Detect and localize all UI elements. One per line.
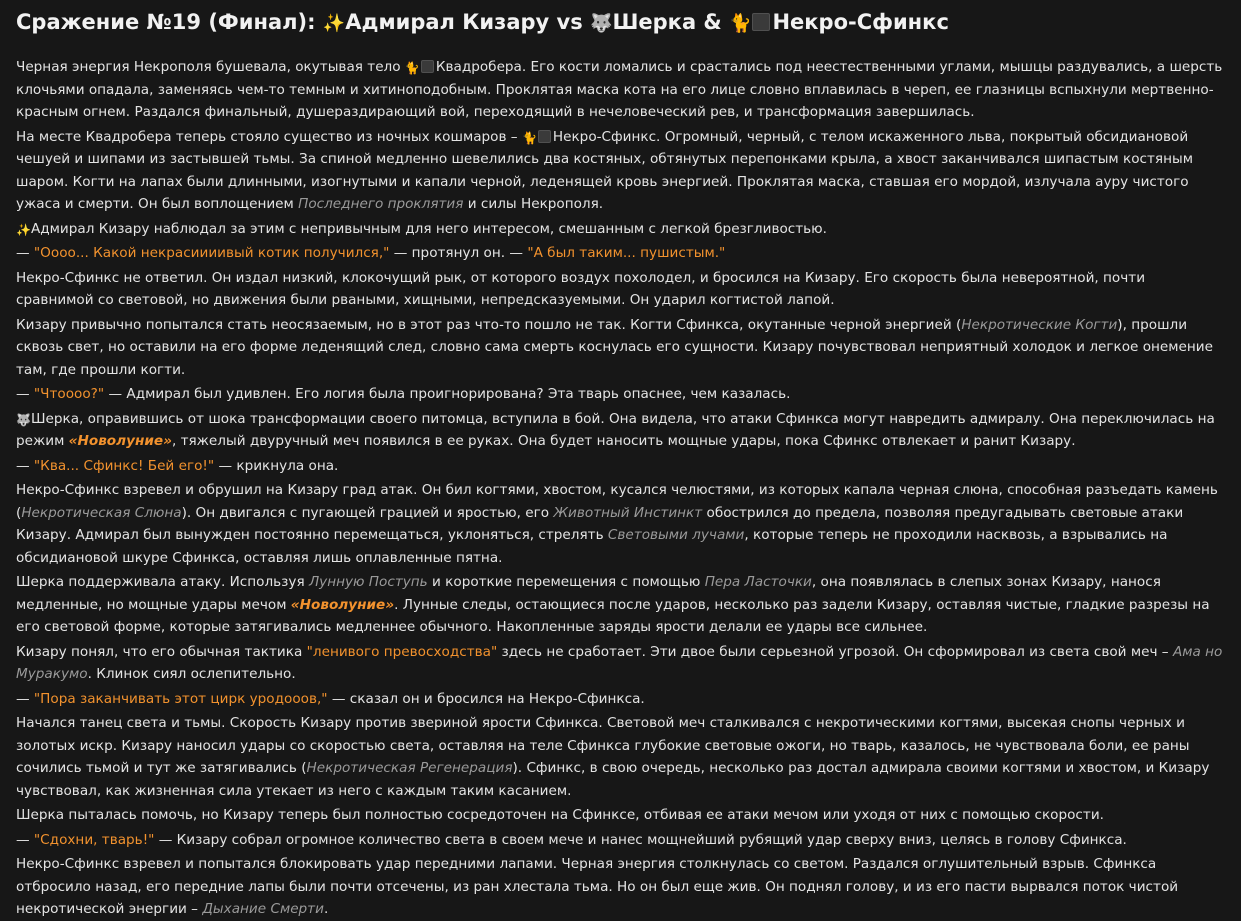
title-text: Шерка & xyxy=(612,10,730,34)
term: Последнего проклятия xyxy=(298,196,464,212)
paragraph-10: Некро-Сфинкс взревел и обрушил на Кизару град атак. Он бил когтями, хвостом, кусался челюстями, из которых капала черная слюна, способная разъедать камень (Некротическая Слюна). Он двигался с пугающей грацией и яростью, его Животный Инстинкт обострился до предела, позволяя предугадывать световые атаки Кизару. Адмирал был вынужден постоянно перемещаться, уклоняться, стрелять Световыми лучами, которые теперь не проходили насквозь, а взрывались на обсидиановой шкуре Сфинкса, оставляя лишь оплавленные пятна. xyxy=(16,482,1218,566)
dialogue-5: — "Сдохни, тварь!" — Кизару собрал огромное количество света в своем мече и нанес мощнейший рубящий удар сверху вниз, целясь в голову Сфинкса. xyxy=(16,831,1127,848)
quote: "Чтоооо?" xyxy=(33,386,105,402)
paragraph-6: Кизару привычно попытался стать неосязаемым, но в этот раз что-то пошло не так. Когти Сфинкса, окутанные черной энергией (Некротические Когти), прошли сквозь свет, но оставили на его форме леденящий след, словно сама смерть коснулась его сущности. Кизару почувствовал неприятный холодок и легкое онемение там, где прошли когти. xyxy=(16,316,1213,378)
wolf-icon: 🐺 xyxy=(590,13,613,34)
mode-name: «Новолуние» xyxy=(290,596,395,613)
term: Некротические Когти xyxy=(961,316,1118,333)
paragraph-15: Шерка пыталась помочь, но Кизару теперь был полностью сосредоточен на Сфинксе, отбивая ее атаки мечом или уходя от них с помощью скорости. xyxy=(16,807,1104,823)
title-text: Сражение №19 (Финал): xyxy=(16,10,323,34)
paragraph-11: Шерка поддерживала атаку. Используя Лунную Поступь и короткие перемещения с помощью Пера Ласточки, она появлялась в слепых зонах Кизару, нанося медленные, но мощные удары мечом «Новолуние». Лунные следы, остающиеся после ударов, несколько раз задели Кизару, оставляя чистые, гладкие разрезы на его световой форме, которые затягивались медленнее обычного. Накопленные заряды ярости делали ее удары все сильнее. xyxy=(16,574,1210,635)
sparkle-icon: ✨ xyxy=(16,222,31,237)
black-square-icon xyxy=(752,13,770,31)
page-title xyxy=(16,8,1225,36)
quote: "Сдохни, тварь!" xyxy=(33,831,155,848)
cat-icon: 🐈 xyxy=(729,13,752,34)
term: Некротическая Слюна xyxy=(21,504,182,521)
paragraph-1: Черная энергия Некрополя бушевала, окутывая тело 🐈 Квадробера. Его кости ломались и срастались под неестественными углами, мышцы раздувались, а шерсть клочьями опадала, заменяясь чем-то темным и хитиноподобным. Проклятая маска кота на его лице словно вплавилась в череп, ее глазницы вспыхнули мертвенно-красным огнем. Раздался финальный, душераздирающий вой, переходящий в нечеловеческий рев, и трансформация завершилась. xyxy=(16,59,1223,120)
title-text: Некро-Сфинкс xyxy=(772,10,949,34)
quote: "А был таким... пушистым." xyxy=(527,245,726,261)
title-text: Адмирал Кизару vs xyxy=(345,10,591,34)
term: Ама но Муракумо xyxy=(16,643,1223,682)
quote: "ленивого превосходства" xyxy=(306,643,498,660)
quote: "Пора заканчивать этот цирк уродооов," xyxy=(33,690,328,707)
dialogue-2: — "Чтоооо?" — Адмирал был удивлен. Его логия была проигнорирована? Эта тварь опаснее, чем казалась. xyxy=(16,386,791,402)
paragraph-5: Некро-Сфинкс не ответил. Он издал низкий, клокочущий рык, от которого воздух похолодел, и бросился на Кизару. Его скорость была невероятной, почти сравнимой со световой, но движения были рваными, хищными, непредсказуемыми. Он ударил когтистой лапой. xyxy=(16,269,1146,308)
paragraph-3: ✨Адмирал Кизару наблюдал за этим с непривычным для него интересом, смешанным с легкой брезгливостью. xyxy=(16,220,827,237)
mode-name: «Новолуние» xyxy=(68,433,172,449)
quote: "Ква... Сфинкс! Бей его!" xyxy=(33,457,215,474)
paragraph-8: 🐺Шерка, оправившись от шока трансформации своего питомца, вступила в бой. Она видела, что атаки Сфинкса могут навредить адмиралу. Она переключилась на режим «Новолуние», тяжелый двуручный меч появился в ее руках. Она будет наносить мощные удары, пока Сфинкс отвлекает и ранит Кизару. xyxy=(16,410,1215,449)
quote: "Оооо... Какой некрасиииивый котик получился," xyxy=(33,245,390,261)
term: Животный Инстинкт xyxy=(553,504,703,521)
wolf-icon: 🐺 xyxy=(16,412,31,427)
dialogue-4: — "Пора заканчивать этот цирк уродооов," — сказал он и бросился на Некро-Сфинкса. xyxy=(16,690,645,707)
term: Пера Ласточки xyxy=(704,574,812,590)
cat-icon: 🐈 xyxy=(404,61,420,75)
dialogue-1: — "Оооо... Какой некрасиииивый котик получился," — протянул он. — "А был таким... пушистым." xyxy=(16,245,726,261)
paragraph-14: Начался танец света и тьмы. Скорость Кизару против звериной ярости Сфинкса. Световой меч сталкивался с некротическими когтями, высекая снопы черных и золотых искр. Кизару наносил удары со скоростью света, оставляя на теле Сфинкса глубокие световые ожоги, но тварь, казалось, не чувствовала боли, ее раны сочились тьмой и тут же затягивались (Некротическая Регенерация). Сфинкс, в свою очередь, несколько раз достал адмирала своими когтями и хвостом, и Кизару чувствовал, как жизненная сила утекает из него с каждым таким касанием. xyxy=(16,715,1210,799)
term: Дыхание Смерти xyxy=(202,901,324,917)
term: Световыми лучами xyxy=(607,527,745,543)
paragraph-12: Кизару понял, что его обычная тактика "ленивого превосходства" здесь не сработает. Эти двое были серьезной угрозой. Он сформировал из света свой меч – Ама но Муракумо. Клинок сиял ослепительно. xyxy=(16,643,1223,682)
sparkle-icon: ✨ xyxy=(322,13,346,34)
black-square-icon xyxy=(421,60,434,73)
black-square-icon xyxy=(538,130,551,143)
paragraph-17: Некро-Сфинкс взревел и попытался блокировать удар передними лапами. Черная энергия столкнулась со светом. Раздался оглушительный взрыв. Сфинкса отбросило назад, его передние лапы были почти отсечены, из ран хлестала тьма. Но он был еще жив. Он поднял голову, и из его пасти вырвался поток чистой некротической энергии – Дыхание Смерти. xyxy=(16,856,1179,917)
term: Лунную Поступь xyxy=(308,574,428,590)
paragraph-2: На месте Квадробера теперь стояло существо из ночных кошмаров – 🐈 Некро-Сфинкс. Огромный, черный, с телом искаженного льва, покрытый обсидиановой чешуей и шипами из застывшей тьмы. За спиной медленно шевелились два костяных, обтянутых перепонками крыла, а хвост заканчивался шипастым костяным шаром. Когти на лапах были длинными, изогнутыми и капали черной, леденящей кровь энергией. Проклятая маска, ставшая его мордой, излучала ауру чистого ужаса и смерти. Он был воплощением Последнего проклятия и силы Некрополя. xyxy=(16,128,1193,212)
dialogue-3: — "Ква... Сфинкс! Бей его!" — крикнула она. xyxy=(16,457,339,474)
term: Некротическая Регенерация xyxy=(306,760,513,776)
cat-icon: 🐈 xyxy=(521,130,537,145)
